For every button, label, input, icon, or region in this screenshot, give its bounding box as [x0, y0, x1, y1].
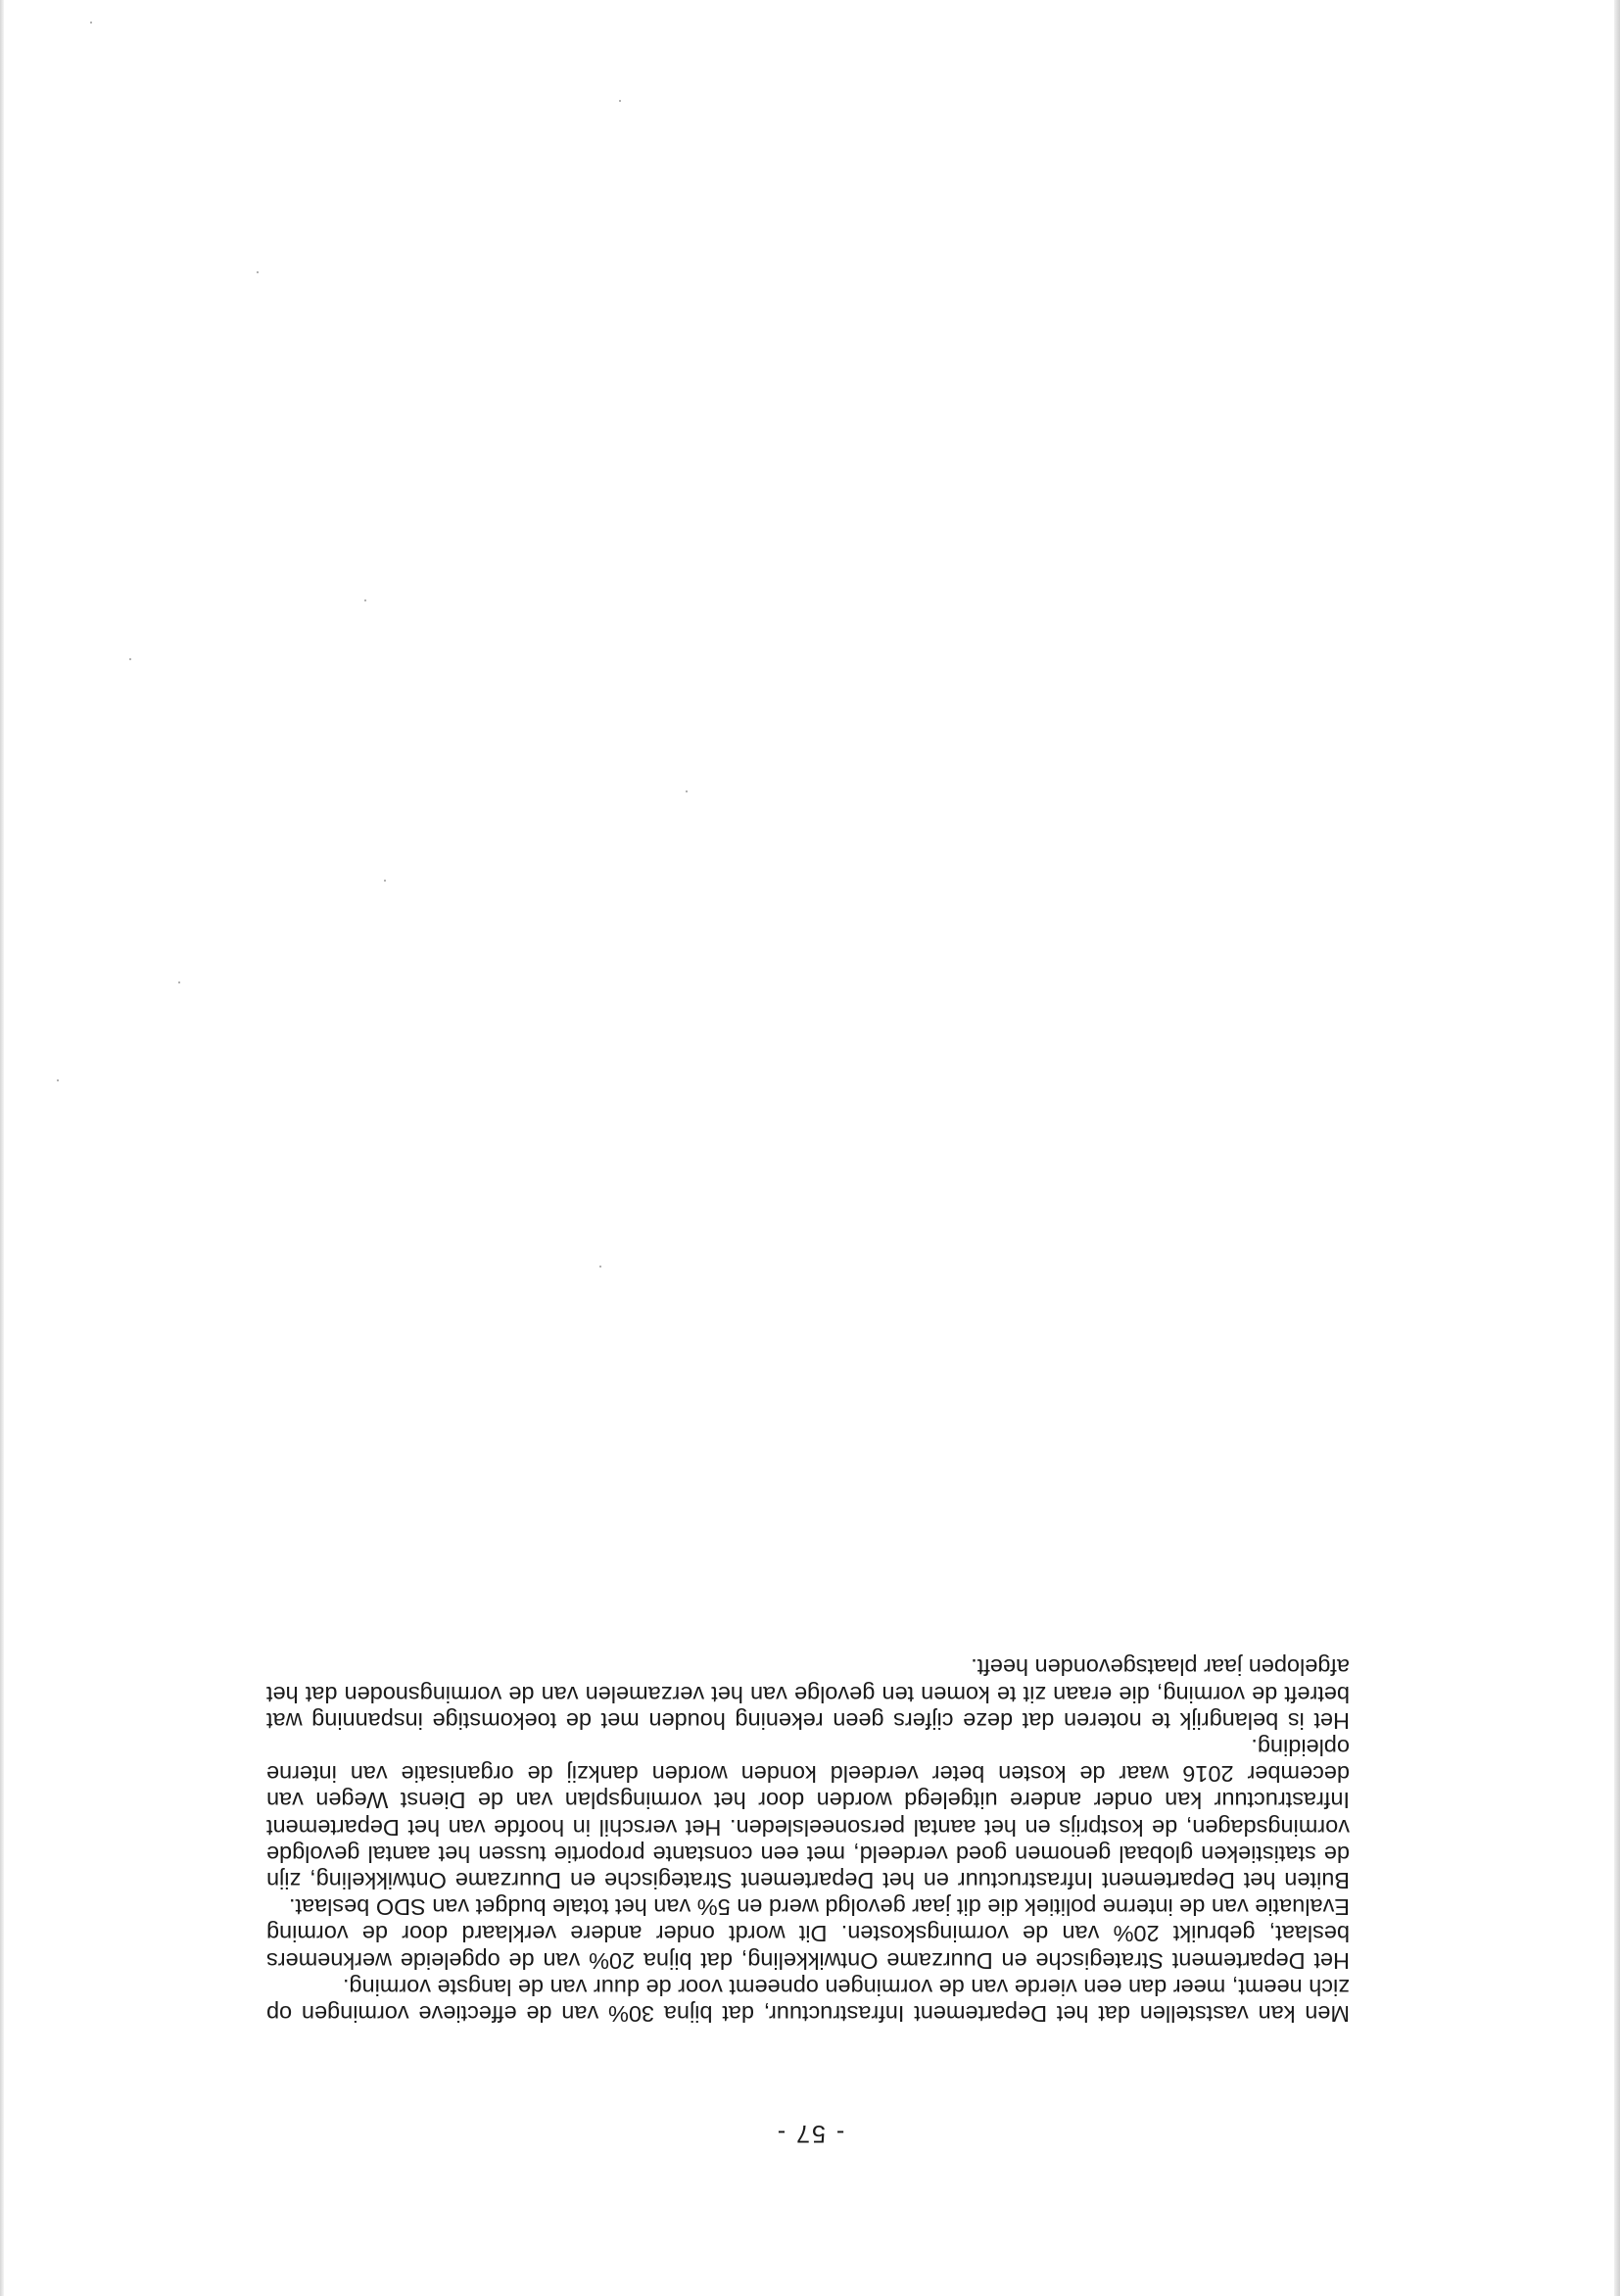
scan-speck	[90, 22, 92, 24]
scan-speck	[129, 658, 131, 660]
body-text	[266, 1653, 1350, 2027]
scan-speck	[178, 981, 180, 983]
scan-speck	[57, 1079, 59, 1081]
paragraph-infrastructuur: Men kan vaststellen dat het Departement Infrastructuur, dat bijna 30% van de effectieve vormingen op zich neemt, meer dan een vierde van de vormingen opneemt voor de duur van de langste vorming.	[266, 1974, 1350, 2027]
scan-edge-shadow-right	[0, 0, 4, 2296]
scan-speck	[619, 100, 621, 102]
scan-speck	[257, 271, 259, 273]
scan-speck	[364, 599, 366, 601]
page-number: - 57 -	[775, 2120, 845, 2147]
scan-speck	[686, 790, 688, 792]
paragraph-sdo: Het Departement Strategische en Duurzame Ontwikkeling, dat bijna 20% van de opgeleide werknemers beslaat, gebruikt 20% van de vormingskosten. Dit wordt onder andere verklaard door de vorming Evaluatie van de interne politiek die dit jaar gevolgd werd en 5% van het totale budget van SDO beslaat.	[266, 1894, 1350, 1974]
paragraph-verdeling: Buiten het Departement Infrastructuur en het Departement Strategische en Duurzame Ontwikkeling, zijn de statistieken globaal genomen goed verdeeld, met een constante proportie tussen het aantal gevolgde vormingsdagen, de kostprijs en het aantal personeelsleden. Het verschil in hoofde van het Departement Infrastructuur kan onder andere uitgelegd worden door het vormingsplan van de Dienst Wegen van december 2016 waar de kosten beter verdeeld konden worden dankzij de organisatie van interne opleiding.	[266, 1734, 1350, 1893]
scan-speck	[599, 1266, 601, 1268]
scan-edge-shadow	[1614, 0, 1620, 2296]
paragraph-toekomst: Het is belangrijk te noteren dat deze cijfers geen rekening houden met de toekomstige inspanning wat betreft de vorming, die eraan zit te komen ten gevolge van het verzamelen van de vormingsnoden dat het afgelopen jaar plaatsgevonden heeft.	[266, 1654, 1350, 1734]
scan-speck	[384, 880, 386, 882]
